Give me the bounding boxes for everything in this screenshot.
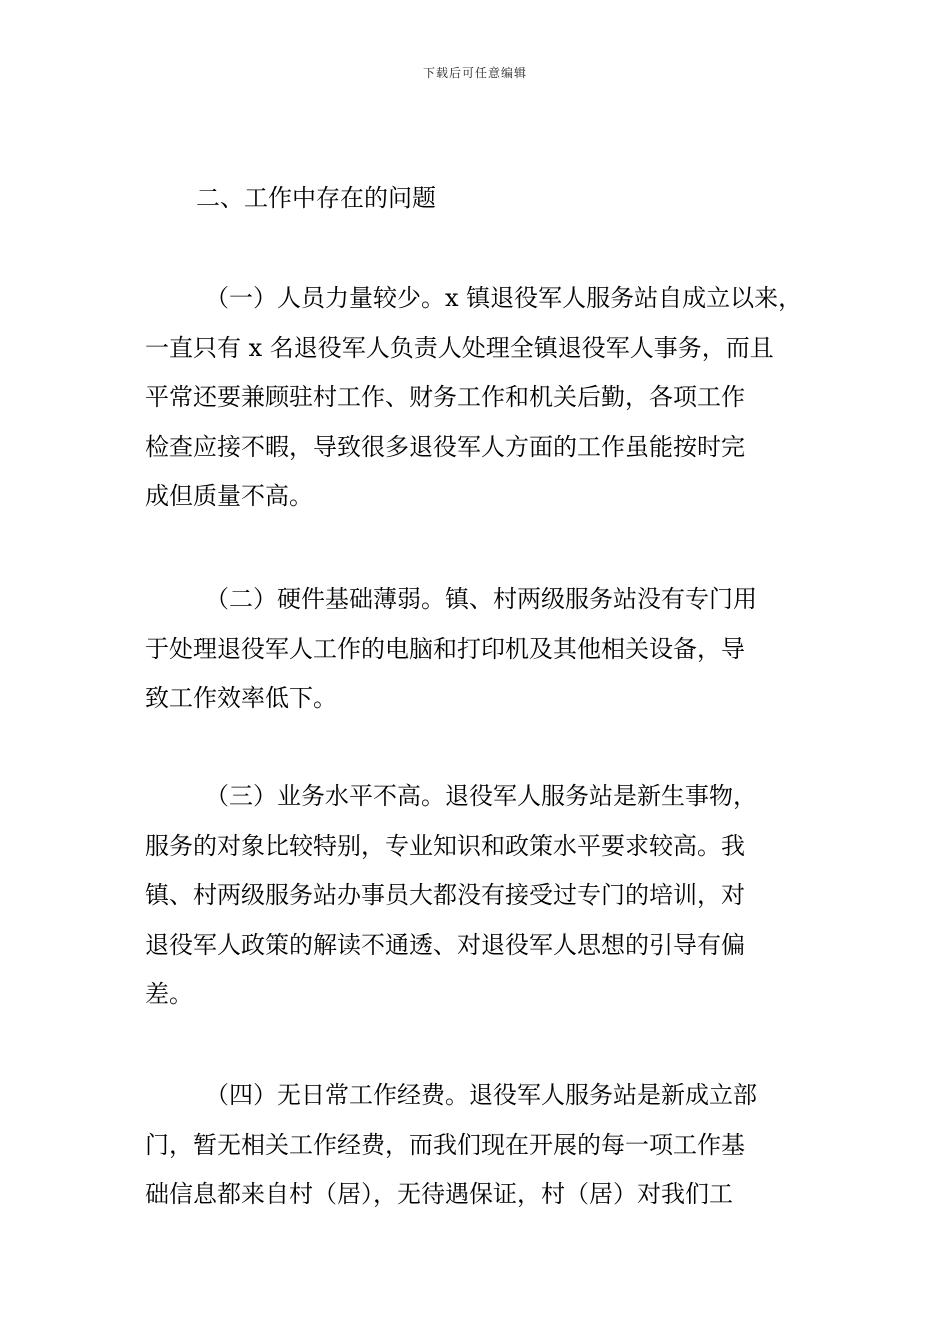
paragraph-line: 退役军人政策的解读不通透、对退役军人思想的引导有偏 [145,930,745,959]
paragraph-line: 致工作效率低下。 [145,684,337,712]
paragraph-line: 检查应接不暇，导致很多退役军人方面的工作虽能按时完 [145,432,745,461]
paragraph-funding [145,1071,845,1220]
paragraph-line: （二）硬件基础薄弱。镇、村两级服务站没有专门用 [205,585,757,613]
paragraph-line: （一）人员力量较少。x 镇退役军人服务站自成立以来， [205,284,803,312]
paragraph-expertise [145,772,845,1020]
paragraph-staffing [145,274,845,522]
paragraph-line: 一直只有 x 名退役军人负责人处理全镇退役军人事务，而且 [145,333,774,362]
paragraph-line: （三）业务水平不高。退役军人服务站是新生事物， [205,782,757,810]
paragraph-line: 平常还要兼顾驻村工作、财务工作和机关后勤，各项工作 [145,383,745,411]
paragraph-line: 成但质量不高。 [145,482,313,510]
paragraph-line: 础信息都来自村（居），无待遇保证，村（居）对我们工 [145,1180,733,1208]
paragraph-line: （四）无日常工作经费。退役军人服务站是新成立部 [205,1081,757,1109]
paragraph-line: 差。 [145,980,193,1008]
paragraph-line: 镇、村两级服务站办事员大都没有接受过专门的培训，对 [145,881,745,909]
paragraph-hardware [145,575,845,724]
paragraph-line: 服务的对象比较特别，专业知识和政策水平要求较高。我 [145,831,745,860]
paragraph-line: 于处理退役军人工作的电脑和打印机及其他相关设备，导 [145,634,745,663]
section-heading: 二、工作中存在的问题 [196,184,436,212]
paragraph-line: 门，暂无相关工作经费，而我们现在开展的每一项工作基 [145,1130,745,1159]
page-header: 下载后可任意编辑 [422,66,527,80]
